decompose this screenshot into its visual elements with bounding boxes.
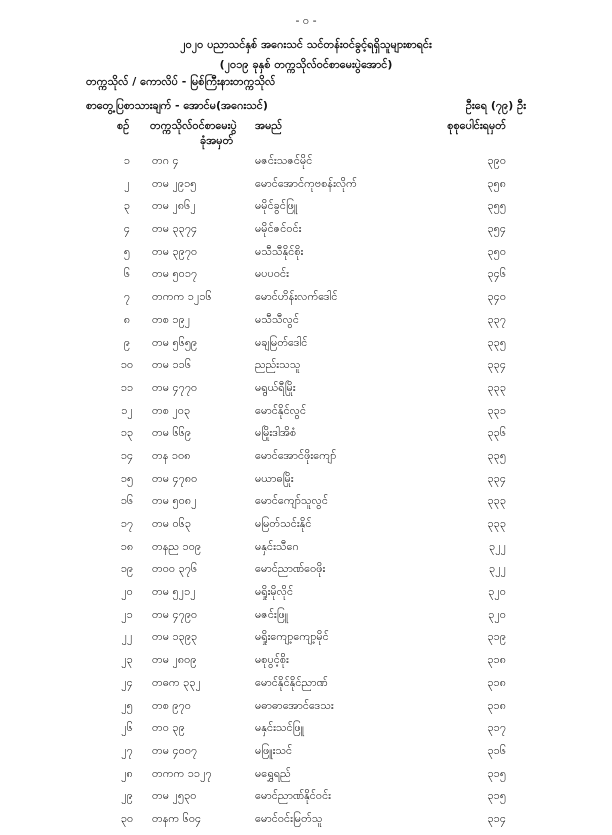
roll-number: တန ၁၀၈: [152, 448, 191, 462]
table-row: [0, 789, 612, 812]
total-marks: ၃၅၈: [487, 176, 506, 190]
roll-number: တစ ၉၇၀: [152, 698, 191, 712]
row-number: ၁၆: [120, 494, 134, 508]
university-line: တက္ကသိုလ် / ကောလိပ် - မြစ်ကြီးနားတက္ကသိုလ်: [86, 75, 276, 88]
row-number: ၈: [123, 312, 131, 326]
roll-number: တမ ၂၉၁၅: [152, 176, 197, 190]
table-row: [0, 585, 612, 608]
student-name: မသီသီနိုင်စိုး: [255, 244, 304, 258]
total-marks: ၃၁၅: [487, 766, 506, 780]
row-number: ၁၄: [120, 448, 134, 462]
student-name: မမိုင်ဇင်ဝင်း: [255, 222, 302, 236]
table-row: [0, 767, 612, 790]
table-row: [0, 245, 612, 268]
student-name: မရွယ်ရီမြိုး: [255, 380, 296, 394]
total-marks: ၃၃၅: [487, 448, 506, 462]
header-marks: စုစုပေါင်းရမှတ်: [447, 119, 506, 132]
roll-number: တမ ၅၀၁၇: [152, 267, 198, 281]
roll-number: တမ ၅၂၁၂: [152, 585, 196, 599]
student-name: မောင်ညာဏ်နိုင်ဝင်း: [255, 789, 331, 803]
roll-number: တမ ၃၉၇၀: [152, 244, 198, 258]
roll-number: တမ ၀၆၃: [152, 517, 192, 530]
total-marks: ၃၃၁: [487, 403, 506, 417]
row-number: ၂၀: [121, 585, 133, 599]
student-name: မောင်နိုင်နိုင်ညာဏ်: [255, 675, 328, 689]
table-row: [0, 699, 612, 722]
student-name: မရွှေရည်: [255, 766, 291, 780]
student-name: မောင်ညာဏ်ဝေဖိုး: [255, 562, 326, 576]
total-marks: ၃၂၀: [488, 607, 506, 621]
total-marks: ၃၅၄: [487, 222, 506, 236]
roll-number: တဝ ၃၉: [152, 721, 185, 735]
total-marks: ၃၅၀: [487, 244, 506, 258]
row-number: ၃: [123, 199, 131, 213]
row-number: ၁၇: [120, 517, 134, 530]
total-marks: ၃၅၅: [487, 199, 506, 213]
table-row: [0, 517, 612, 540]
total-marks: ၃၃၃: [487, 494, 506, 508]
total-marks: ၃၃၃: [487, 517, 506, 530]
row-number: ၂၇: [121, 743, 133, 757]
row-number: ၁၁: [120, 380, 134, 394]
roll-number: တမ ၄၇၇၀: [152, 380, 198, 394]
total-marks: ၃၃၃: [487, 380, 506, 394]
row-number: ၃၀: [120, 811, 134, 825]
roll-number: တမ ၁၁၆: [152, 358, 192, 372]
header-no: စဉ်: [117, 119, 130, 132]
student-name: မရှိုးကျော့ကျော့မိုင်: [255, 630, 329, 644]
row-number: ၁၂: [121, 403, 133, 417]
table-row: [0, 744, 612, 767]
student-name: မောင်ကျော်သူလွင်: [255, 494, 328, 508]
row-number: ၁၃: [120, 426, 134, 440]
table-row: [0, 177, 612, 200]
roll-number: တမ ၂၈၆၂: [152, 199, 196, 213]
table-row: [0, 494, 612, 517]
table-row: [0, 290, 612, 313]
roll-number: တမ ၁၃၉၃: [152, 630, 198, 644]
student-name: မောင်ဟိန်းလက်ဒေါင်: [255, 290, 338, 304]
row-number: ၇: [123, 290, 131, 304]
total-marks: ၃၁၄: [487, 811, 506, 825]
roll-number: တမ ၄၇၈၀: [152, 471, 198, 485]
document-subtitle: (၂၀၁၉ ခုနှစ် တက္ကသိုလ်ဝင်စာမေးပွဲအောင်): [219, 58, 393, 71]
table-row: [0, 676, 612, 699]
student-name: မရှိုးမိုလိုင်: [255, 585, 294, 599]
header-roll: တက္ကသိုလ်ဝင်စာမေးပွဲ: [150, 119, 237, 132]
table-row: [0, 812, 612, 835]
student-name: မောင်ဝင်းမြတ်သူ: [255, 811, 323, 825]
table-row: [0, 630, 612, 653]
table-row: [0, 562, 612, 585]
student-name: မပပဝင်း: [255, 267, 289, 281]
total-marks: ၃၁၈: [487, 675, 506, 689]
row-number: ၅: [123, 244, 131, 258]
roll-number: တနက ၆၀၄: [152, 811, 202, 825]
roll-number: တမ ၅၆၅၉: [152, 335, 198, 349]
roll-number: တ၀၀ ၃၇၆: [152, 562, 198, 576]
document-title: ၂၀၂၀ ပညာသင်နှစ် အဂေးသင် သင်တန်းဝင်ခွင့်ရရှိသူများစာရင်း: [180, 38, 432, 51]
total-marks: ၃၃၅: [487, 335, 506, 349]
results-table: [0, 154, 612, 835]
table-row: [0, 222, 612, 245]
row-number: ၂၆: [121, 721, 133, 735]
student-name: မောင်နိုင်လွင်: [255, 403, 307, 417]
total-marks: ၃၂၂: [489, 539, 506, 553]
row-number: ၁၀: [120, 358, 134, 372]
row-number: ၁၉: [120, 562, 134, 576]
student-name: မောင်အောင်ဖိုးကျော်: [255, 448, 337, 462]
roll-number: တမ ၅၀၈၂: [152, 494, 197, 508]
table-row: [0, 653, 612, 676]
student-name: မဓာဓာအောင်ဒေသး: [255, 698, 334, 712]
row-number: ၂၂: [121, 630, 133, 644]
roll-number: တမ ၂၅၃၀: [152, 789, 197, 803]
student-name: မသီသီလွင်: [255, 312, 299, 326]
roll-number: တမ ၂၈၀၉: [152, 653, 197, 667]
student-name: မဖြူးသင်: [255, 743, 293, 757]
student-name: မမြိုးဒါအိစံ: [255, 426, 297, 440]
total-marks: ၃၃၄: [487, 471, 506, 485]
roll-number: တဂ ၄: [152, 154, 179, 167]
table-row: [0, 358, 612, 381]
row-number: ၄: [123, 222, 131, 236]
roll-number: တစ ၂၀၃: [152, 403, 191, 417]
total-marks: ၃၁၇: [487, 721, 506, 735]
table-row: [0, 426, 612, 449]
roll-number: တမ ၆၆၉: [152, 426, 192, 440]
table-row: [0, 608, 612, 631]
total-marks: ၃၃၆: [487, 426, 506, 440]
table-row: [0, 381, 612, 404]
student-name: မနှင်းသီဂေ: [255, 539, 299, 553]
header-name: အမည်: [255, 119, 283, 132]
header-roll-sub: ခုံအမှတ်: [200, 134, 234, 147]
table-row: [0, 267, 612, 290]
total-marks: ၃၁၅: [487, 789, 506, 803]
total-marks: ၃၄၆: [487, 267, 506, 281]
row-number: ၂၉: [121, 789, 133, 803]
total-marks: ၃၂၀: [488, 585, 506, 599]
student-count: ဦးရေ (၇၉) ဦး: [465, 99, 526, 112]
student-name: မောင်အောင်ကုဗစန်းလိုက်: [255, 176, 357, 190]
row-number: ၉: [123, 335, 131, 349]
table-row: [0, 313, 612, 336]
roll-number: တနည ၁၀၉: [152, 539, 202, 553]
table-row: [0, 199, 612, 222]
table-row: [0, 472, 612, 495]
total-marks: ၃၁၈: [487, 653, 506, 667]
roll-number: တမ ၃၃၇၄: [152, 222, 198, 236]
row-number: ၁၈: [120, 539, 134, 553]
student-name: မမြတ်သင်းနိုင်: [255, 517, 312, 530]
total-marks: ၃၉၀: [487, 154, 506, 167]
row-number: ၂: [124, 176, 130, 190]
table-row: [0, 404, 612, 427]
table-row: [0, 336, 612, 359]
student-name: မဇင်းသဇင်မိုင်: [255, 154, 313, 167]
exam-center-line: စာတွေ့ပြစာသားချက် - အောင်မ(အဂေးသင်): [86, 99, 268, 112]
row-number: ၁၅: [120, 471, 134, 485]
roll-number: တကက ၁၁၂၇: [152, 766, 212, 780]
total-marks: ၃၄၀: [487, 290, 506, 304]
student-name: မဇင်းဖြူ: [255, 607, 289, 621]
row-number: ၂၈: [121, 766, 133, 780]
table-row: [0, 154, 612, 177]
table-row: [0, 721, 612, 744]
total-marks: ၃၁၆: [487, 743, 506, 757]
roll-number: တမ ၄၇၉၀: [152, 607, 198, 621]
row-number: ၂၁: [121, 607, 133, 621]
table-row: [0, 540, 612, 563]
student-name: မယာဓမြိုး: [255, 471, 294, 485]
table-row: [0, 449, 612, 472]
student-name: ညည်းသသူ: [255, 358, 301, 372]
row-number: ၂၄: [121, 675, 133, 689]
student-name: မစုပွင့်စိုး: [255, 653, 289, 667]
total-marks: ၃၃၇: [487, 312, 506, 326]
page-number: - ၀ -: [295, 14, 317, 27]
roll-number: တမ ၄၀၀၇: [152, 743, 198, 757]
row-number: ၂၃: [121, 653, 133, 667]
total-marks: ၃၁၈: [487, 698, 506, 712]
student-name: မနှင်းသင်ဖြူ: [255, 721, 304, 735]
row-number: ၆: [123, 267, 131, 281]
total-marks: ၃၂၂: [489, 562, 506, 576]
row-number: ၁: [123, 154, 131, 167]
student-name: မချမြတ်ဒေါင်: [255, 335, 308, 349]
student-name: မမိုင်ခွင်ဖြူ: [255, 199, 298, 213]
roll-number: တစ ၁၉၂: [152, 312, 191, 326]
total-marks: ၃၃၄: [487, 358, 506, 372]
total-marks: ၃၁၉: [487, 630, 506, 644]
roll-number: တကက ၁၂၁၆: [152, 290, 212, 304]
row-number: ၂၅: [121, 698, 133, 712]
roll-number: တဓက ၃၃၂: [152, 675, 201, 689]
